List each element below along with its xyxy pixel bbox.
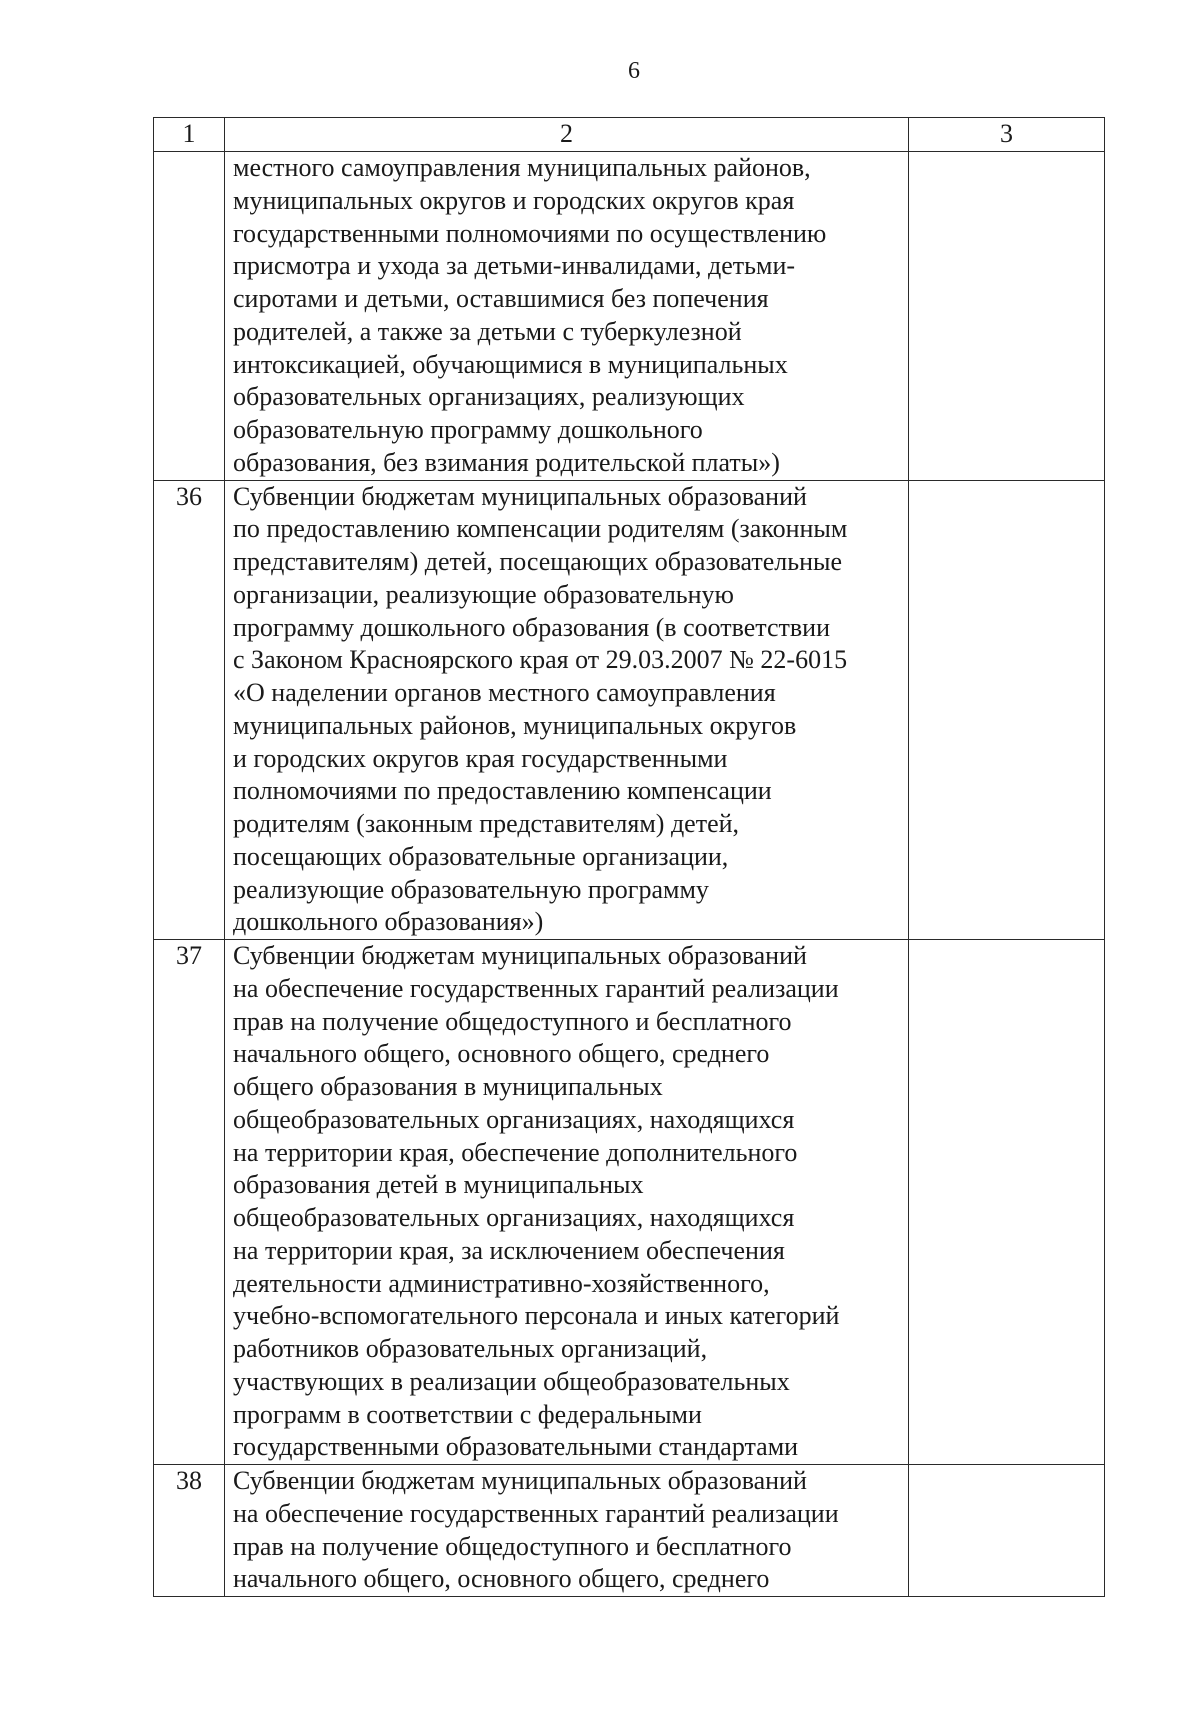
text-line: учебно-вспомогательного персонала и иных категорий	[233, 1301, 840, 1331]
row-number: 37	[154, 940, 225, 1465]
row-number: 38	[154, 1465, 225, 1597]
table-row	[154, 1465, 1105, 1597]
text-line: родителям (законным представителям) детей,	[233, 809, 740, 838]
text-line: государственными полномочиями по осуществлению	[233, 218, 827, 248]
text-line: программу дошкольного образования (в соответствии	[233, 612, 830, 642]
text-line: на обеспечение государственных гарантий реализации	[233, 1498, 839, 1528]
table-header-row	[154, 118, 1105, 152]
table-row	[154, 152, 1105, 481]
row-amount-cell	[909, 480, 1105, 940]
column-header-2: 2	[225, 118, 909, 152]
row-number: 36	[154, 480, 225, 940]
text-line: с Законом Красноярского края от 29.03.2007 № 22-6015	[233, 645, 848, 675]
text-line: начального общего, основного общего, среднего	[233, 1564, 770, 1594]
text-line: представителям) детей, посещающих образовательные	[233, 547, 843, 576]
text-line: муниципальных округов и городских округов края	[233, 185, 795, 215]
text-line: муниципальных районов, муниципальных округов	[233, 710, 797, 740]
text-line: посещающих образовательные организации,	[233, 841, 729, 871]
column-header-1: 1	[154, 118, 225, 152]
text-line: сиротами и детьми, оставшимися без попечения	[233, 284, 769, 313]
text-line: реализующие образовательную программу	[233, 874, 709, 904]
text-line: полномочиями по предоставлению компенсации	[233, 776, 772, 806]
row-description	[225, 480, 909, 940]
text-line: образовательных организациях, реализующих	[233, 382, 745, 412]
text-line: местного самоуправления муниципальных районов,	[233, 153, 811, 182]
text-line: участвующих в реализации общеобразовательных	[233, 1366, 790, 1396]
text-line: на территории края, обеспечение дополнительного	[233, 1137, 798, 1167]
text-line: родителей, а также за детьми с туберкулезной	[233, 316, 742, 346]
text-line: на обеспечение государственных гарантий реализации	[233, 973, 839, 1003]
text-line: дошкольного образования»)	[233, 907, 544, 937]
text-line: на территории края, за исключением обеспечения	[233, 1235, 785, 1265]
text-line: образования детей в муниципальных	[233, 1170, 644, 1200]
row-description	[225, 152, 909, 481]
table-row	[154, 940, 1105, 1465]
text-line: Субвенции бюджетам муниципальных образований	[233, 481, 807, 511]
row-description	[225, 940, 909, 1465]
text-line: организации, реализующие образовательную	[233, 579, 734, 609]
text-line: образования, без взимания родительской платы»)	[233, 447, 780, 477]
text-line: «О наделении органов местного самоуправления	[233, 678, 776, 707]
text-line: присмотра и ухода за детьми-инвалидами, детьми-	[233, 251, 796, 281]
text-line: государственными образовательными стандартами	[233, 1432, 799, 1462]
text-line: общеобразовательных организациях, находящихся	[233, 1203, 795, 1232]
text-line: деятельности административно-хозяйственного,	[233, 1268, 770, 1298]
text-line: прав на получение общедоступного и бесплатного	[233, 1531, 792, 1561]
text-line: Субвенции бюджетам муниципальных образований	[233, 941, 807, 970]
text-line: прав на получение общедоступного и бесплатного	[233, 1006, 792, 1036]
text-line: образовательную программу дошкольного	[233, 415, 703, 444]
row-description	[225, 1465, 909, 1597]
text-line: по предоставлению компенсации родителям (законным	[233, 514, 848, 544]
text-line: общеобразовательных организациях, находящихся	[233, 1104, 795, 1134]
text-line: работников образовательных организаций,	[233, 1334, 708, 1363]
subventions-table	[153, 117, 1105, 1597]
text-line: начального общего, основного общего, среднего	[233, 1039, 770, 1069]
text-line: программ в соответствии с федеральными	[233, 1399, 702, 1429]
row-amount-cell	[909, 152, 1105, 481]
text-line: и городских округов края государственными	[233, 743, 728, 773]
text-line: интоксикацией, обучающимися в муниципальных	[233, 349, 788, 379]
table-row	[154, 480, 1105, 940]
column-header-3: 3	[909, 118, 1105, 152]
text-line: Субвенции бюджетам муниципальных образований	[233, 1466, 807, 1495]
text-line: общего образования в муниципальных	[233, 1072, 663, 1101]
row-number	[154, 152, 225, 481]
page-number: 6	[628, 58, 640, 84]
row-amount-cell	[909, 940, 1105, 1465]
row-amount-cell	[909, 1465, 1105, 1597]
